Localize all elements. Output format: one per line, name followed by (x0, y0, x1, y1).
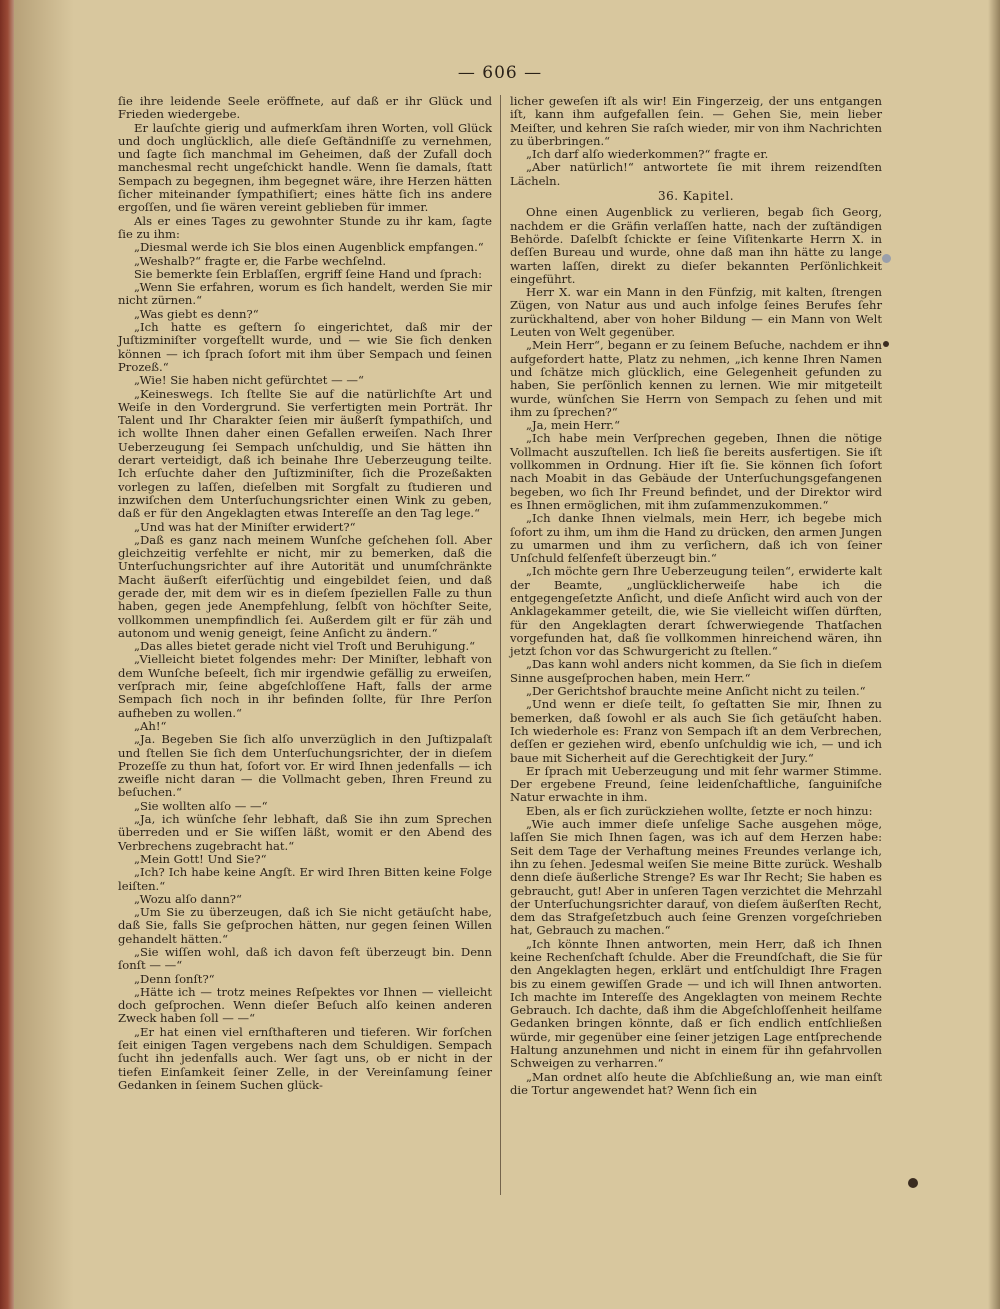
paragraph: „Ich könnte Ihnen antworten, mein Herr, daß ich Ihnen keine Rechenſchaft ſchulde. Aber die Freundſchaft, die Sie für den Angeklagten hegen, erklärt und entſchuldigt Ihre Fragen bis zu einem gewiſſen Grade — und ich will Ihnen antworten. Ich machte im Intereſſe des Angeklagten von meinem Rechte Gebrauch. Ich dachte, daß ihm die Abgeſchloſſenheit heilſame Gedanken bringen könnte, daß er ſich endlich entſchließen würde, mir gegenüber eine ſeiner jetzigen Lage entſprechende Haltung anzunehmen und nicht in einem für ihn gefahrvollen Schweigen zu verharren.“ (510, 936, 882, 1071)
paragraph: licher geweſen iſt als wir! Ein Fingerzeig, der uns entgangen iſt, kann ihm aufgefallen ſein. — Gehen Sie, mein lieber Meiſter, und kehren Sie raſch wieder, mir von ihm Nachrichten zu überbringen.“ (510, 94, 882, 148)
paragraph: „Mein Herr“, begann er zu ſeinem Beſuche, nachdem er ihn aufgefordert hatte, Platz zu nehmen, „ich kenne Ihren Namen und ſchätze mich glücklich, eine Gelegenheit gefunden zu haben, Sie perſönlich kennen zu lernen. Wie mir mitgeteilt wurde, wünſchen Sie Herrn von Sempach zu ſehen und mit ihm zu ſprechen?“ (510, 338, 882, 419)
paragraph: Sie bemerkte ſein Erblaſſen, ergriff ſeine Hand und ſprach: (134, 266, 482, 281)
paragraph: „Ich möchte gern Ihre Ueberzeugung teilen“, erwiderte kalt der Beamte, „unglücklicherweiſe habe ich die entgegengeſetzte Anſicht, und dieſe Anſicht wird auch von der Anklagekammer geteilt, die, wie Sie vielleicht wiſſen dürften, für den Angeklagten derart ſchwerwiegende Thatſachen vorgefunden hat, daß ſie vollkommen hinreichend wären, ihn jetzt ſchon vor das Schwurgericht zu ſtellen.“ (510, 564, 882, 659)
paragraph: „Ich hatte es geſtern ſo eingerichtet, daß mir der Juſtizminiſter vorgeſtellt wurde, und — wie Sie ſich denken können — ich ſprach ſofort mit ihm über Sempach und ſeinen Prozeß.“ (118, 320, 492, 374)
paragraph: „Ja, ich wünſche ſehr lebhaft, daß Sie ihn zum Sprechen überreden und er Sie wiſſen läßt, womit er den Abend des Verbrechens zugebracht hat.“ (118, 812, 492, 853)
paragraph: „Keineswegs. Ich ſtellte Sie auf die natürlichſte Art und Weiſe in den Vordergrund. Sie verfertigten mein Porträt. Ihr Talent und Ihr Charakter ſeien mir äußerſt ſympathiſch, und ich wollte Ihnen daher einen Gefallen erweiſen. Nach Ihrer Ueberzeugung ſei Sempach unſchuldig, und Sie hätten ihn derart verteidigt, daß ich beinahe Ihre Ueberzeugung teilte. Ich erſuchte daher den Juſtizminiſter, ſich die Prozeßakten vorlegen zu laſſen, dieſelben mit Sorgfalt zu ſtudieren und inzwiſchen dem Unterſuchungsrichter einen Wink zu geben, daß er für den Angeklagten etwas Intereſſe an den Tag lege.“ (118, 386, 492, 521)
paragraph: „Ich habe mein Verſprechen gegeben, Ihnen die nötige Vollmacht auszuſtellen. Ich ließ ſie bereits ausfertigen. Sie iſt vollkommen in Ordnung. Hier iſt ſie. Sie können ſich ſofort nach Moabit in das Gebäude der Unterſuchungsgefangenen begeben, wo ſich Ihr Freund befindet, und der Direktor wird es Ihnen ermöglichen, mit ihm zuſammenzukommen.“ (510, 431, 882, 512)
paragraph: Er lauſchte gierig und aufmerkſam ihren Worten, voll Glück und doch unglücklich, alle dieſe Geſtändniſſe zu vernehmen, und ſagte ſich manchmal im Geheimen, daß der Zufall doch manchesmal recht ungeſchickt handle. Wenn ſie damals, ſtatt Sempach zu begegnen, ihm begegnet wäre, ihre Herzen hätten ſicher miteinander ſympathiſiert; eines hätte ſich ins andere ergoſſen, und ſie wären vereint geblieben für immer. (118, 120, 492, 215)
paragraph: „Er hat einen viel ernſthafteren und tieferen. Wir forſchen ſeit einigen Tagen vergebens nach dem Schuldigen. Sempach ſucht ihn jedenfalls auch. Wer ſagt uns, ob er nicht in der tiefen Einſamkeit ſeiner Zelle, in der Vereinſamung ſeiner Gedanken in ſeinem Suchen glück- (118, 1024, 492, 1092)
paragraph: „Ja. Begeben Sie ſich alſo unverzüglich in den Juſtizpalaſt und ſtellen Sie ſich dem Unterſuchungsrichter, der in dieſem Prozeſſe zu thun hat, ſofort vor. Er wird Ihnen jedenfalls — ich zweifle nicht daran — die Vollmacht geben, Ihren Freund zu beſuchen.“ (118, 732, 492, 800)
paragraph: „Aber natürlich!“ antwortete ſie mit ihrem reizendſten Lächeln. (510, 160, 882, 188)
paragraph: „Daß es ganz nach meinem Wunſche geſchehen ſoll. Aber gleichzeitig verfehlte er nicht, mir zu bemerken, daß die Unterſuchungsrichter auf ihre Autorität und unumſchränkte Macht äußerſt eiferſüchtig und eingebildet ſeien, und daß gerade der, mit dem wir es in dieſem ſpeziellen Falle zu thun haben, gegen jede Anempfehlung, ſelbſt von höchſter Seite, vollkommen unempfindlich ſei. Außerdem gilt er für zäh und autonom und wenig geneigt, ſeine Anſicht zu ändern.“ (118, 532, 492, 640)
column-divider (500, 95, 501, 1195)
paragraph: „Ich darf alſo wiederkommen?“ fragte er. (526, 147, 769, 162)
paragraph: „Das alles bietet gerade nicht viel Troſt und Beruhigung.“ (134, 639, 476, 654)
right-column (510, 95, 882, 1097)
paragraph: Als er eines Tages zu gewohnter Stunde zu ihr kam, ſagte ſie zu ihm: (118, 213, 492, 241)
paragraph: „Vielleicht bietet folgendes mehr: Der Miniſter, lebhaft von dem Wunſche beſeelt, ſich mir irgendwie gefällig zu erweiſen, verſprach mir, ſeine abgeſchloſſene Haft, falls der arme Sempach ſich noch in ihr befinden ſollte, für Ihre Perſon aufheben zu wollen.“ (118, 652, 492, 720)
ink-spot (882, 254, 891, 263)
chapter-heading: 36. Kapitel. (657, 189, 735, 204)
paragraph: „Weshalb?“ fragte er, die Farbe wechſelnd. (134, 253, 387, 268)
paragraph: „Ich danke Ihnen vielmals, mein Herr, ich begebe mich ſofort zu ihm, um ihm die Hand zu drücken, den armen Jungen zu umarmen und ihm zu verſichern, daß ich von ſeiner Unſchuld felſenfeſt überzeugt bin.“ (510, 511, 882, 566)
paragraph: „Was giebt es denn?“ (134, 306, 259, 321)
ink-spot (883, 341, 889, 347)
paragraph: „Diesmal werde ich Sie blos einen Augenblick empfangen.“ (134, 240, 484, 255)
paragraph: „Denn ſonſt?“ (134, 971, 215, 986)
paragraph: Eben, als er ſich zurückziehen wollte, ſetzte er noch hinzu: (526, 803, 873, 818)
paragraph: „Sie wiſſen wohl, daß ich davon feſt überzeugt bin. Denn ſonſt — —“ (118, 945, 492, 973)
paragraph: „Der Gerichtshof brauchte meine Anſicht nicht zu teilen.“ (526, 684, 866, 699)
paragraph: „Man ordnet alſo heute die Abſchließung an, wie man einſt die Tortur angewendet hat? Wenn ſich ein (510, 1069, 882, 1097)
paragraph: „Wie auch immer dieſe unſelige Sache ausgehen möge, laſſen Sie mich Ihnen ſagen, was ich auf dem Herzen habe: Seit dem Tage der Verhaftung meines Freundes verlange ich, ihn zu ſehen. Jedesmal weiſen Sie meine Bitte zurück. Weshalb denn dieſe äußerliche Strenge? Es war Ihr Recht; Sie haben es gebraucht, gut! Aber in unſeren Tagen verzichtet die Mehrzahl der Unterſuchungsrichter darauf, von dieſem äußerſten Recht, dem das Strafgeſetzbuch auch ſeine Grenzen vorgeſchrieben hat, Gebrauch zu machen.“ (510, 817, 882, 938)
paragraph: „Wenn Sie erfahren, worum es ſich handelt, werden Sie mir nicht zürnen.“ (118, 280, 492, 308)
book-binding (0, 0, 14, 1309)
paragraph: Herr X. war ein Mann in den Fünfzig, mit kalten, ſtrengen Zügen, von Natur aus und auch infolge ſeines Berufes ſehr zurückhaltend, aber von hoher Bildung — ein Mann von Welt Leuten von Welt gegenüber. (510, 285, 882, 340)
paragraph: ſie ihre leidende Seele eröffnete, auf daß er ihr Glück und Frieden wiedergebe. (118, 94, 492, 122)
paragraph: „Mein Gott! Und Sie?“ (134, 851, 267, 866)
left-column (118, 95, 492, 1092)
paragraph: „Wie! Sie haben nicht gefürchtet — —“ (134, 373, 364, 388)
paragraph: „Um Sie zu überzeugen, daß ich Sie nicht getäuſcht habe, daß Sie, falls Sie geſprochen hätten, nur gegen ſeinen Willen gehandelt hätten.“ (118, 905, 492, 946)
paragraph: Er ſprach mit Ueberzeugung und mit ſehr warmer Stimme. Der ergebene Freund, ſeine leidenſchaftliche, ſanguiniſche Natur erwachte in ihm. (510, 763, 882, 805)
paragraph: „Ah!“ (134, 718, 167, 733)
paragraph: „Hätte ich — trotz meines Reſpektes vor Ihnen — vielleicht doch geſprochen. Wenn dieſer Beſuch alſo keinen anderen Zweck haben ſoll — —“ (118, 984, 492, 1026)
page-gutter-shadow (14, 0, 74, 1309)
paragraph: „Und wenn er dieſe teilt, ſo geſtatten Sie mir, Ihnen zu bemerken, daß ſowohl er als auch Sie ſich getäuſcht haben. Ich wiederhole es: Franz von Sempach iſt an dem Verbrechen, deſſen er geziehen wird, ebenſo unſchuldig wie ich, — und ich baue mit Sicherheit auf die Gerechtigkeit der Jury.“ (510, 697, 882, 765)
paragraph: „Ja, mein Herr.“ (526, 418, 621, 433)
page-edge-shadow (988, 0, 1000, 1309)
paragraph: Ohne einen Augenblick zu verlieren, begab ſich Georg, nachdem er die Gräfin verlaſſen hatte, nach der zuſtändigen Behörde. Daſelbſt ſchickte er ſeine Viſitenkarte Herrn X. in deſſen Bureau und wurde, ohne daß man ihn hätte zu lange warten laſſen, direkt zu dieſer bekannten Perſönlichkeit eingeführt. (510, 205, 882, 286)
paragraph: „Sie wollten alſo — —“ (134, 798, 268, 813)
page-number: — 606 — (457, 63, 543, 83)
paragraph: „Wozu alſo dann?“ (134, 891, 242, 906)
paragraph: „Ich? Ich habe keine Angſt. Er wird Ihren Bitten keine Folge leiſten.“ (118, 865, 492, 893)
ink-spot (908, 1178, 918, 1188)
paragraph: „Das kann wohl anders nicht kommen, da Sie ſich in dieſem Sinne ausgeſprochen haben, mein Herr.“ (510, 657, 882, 685)
paragraph: „Und was hat der Miniſter erwidert?“ (134, 519, 356, 534)
